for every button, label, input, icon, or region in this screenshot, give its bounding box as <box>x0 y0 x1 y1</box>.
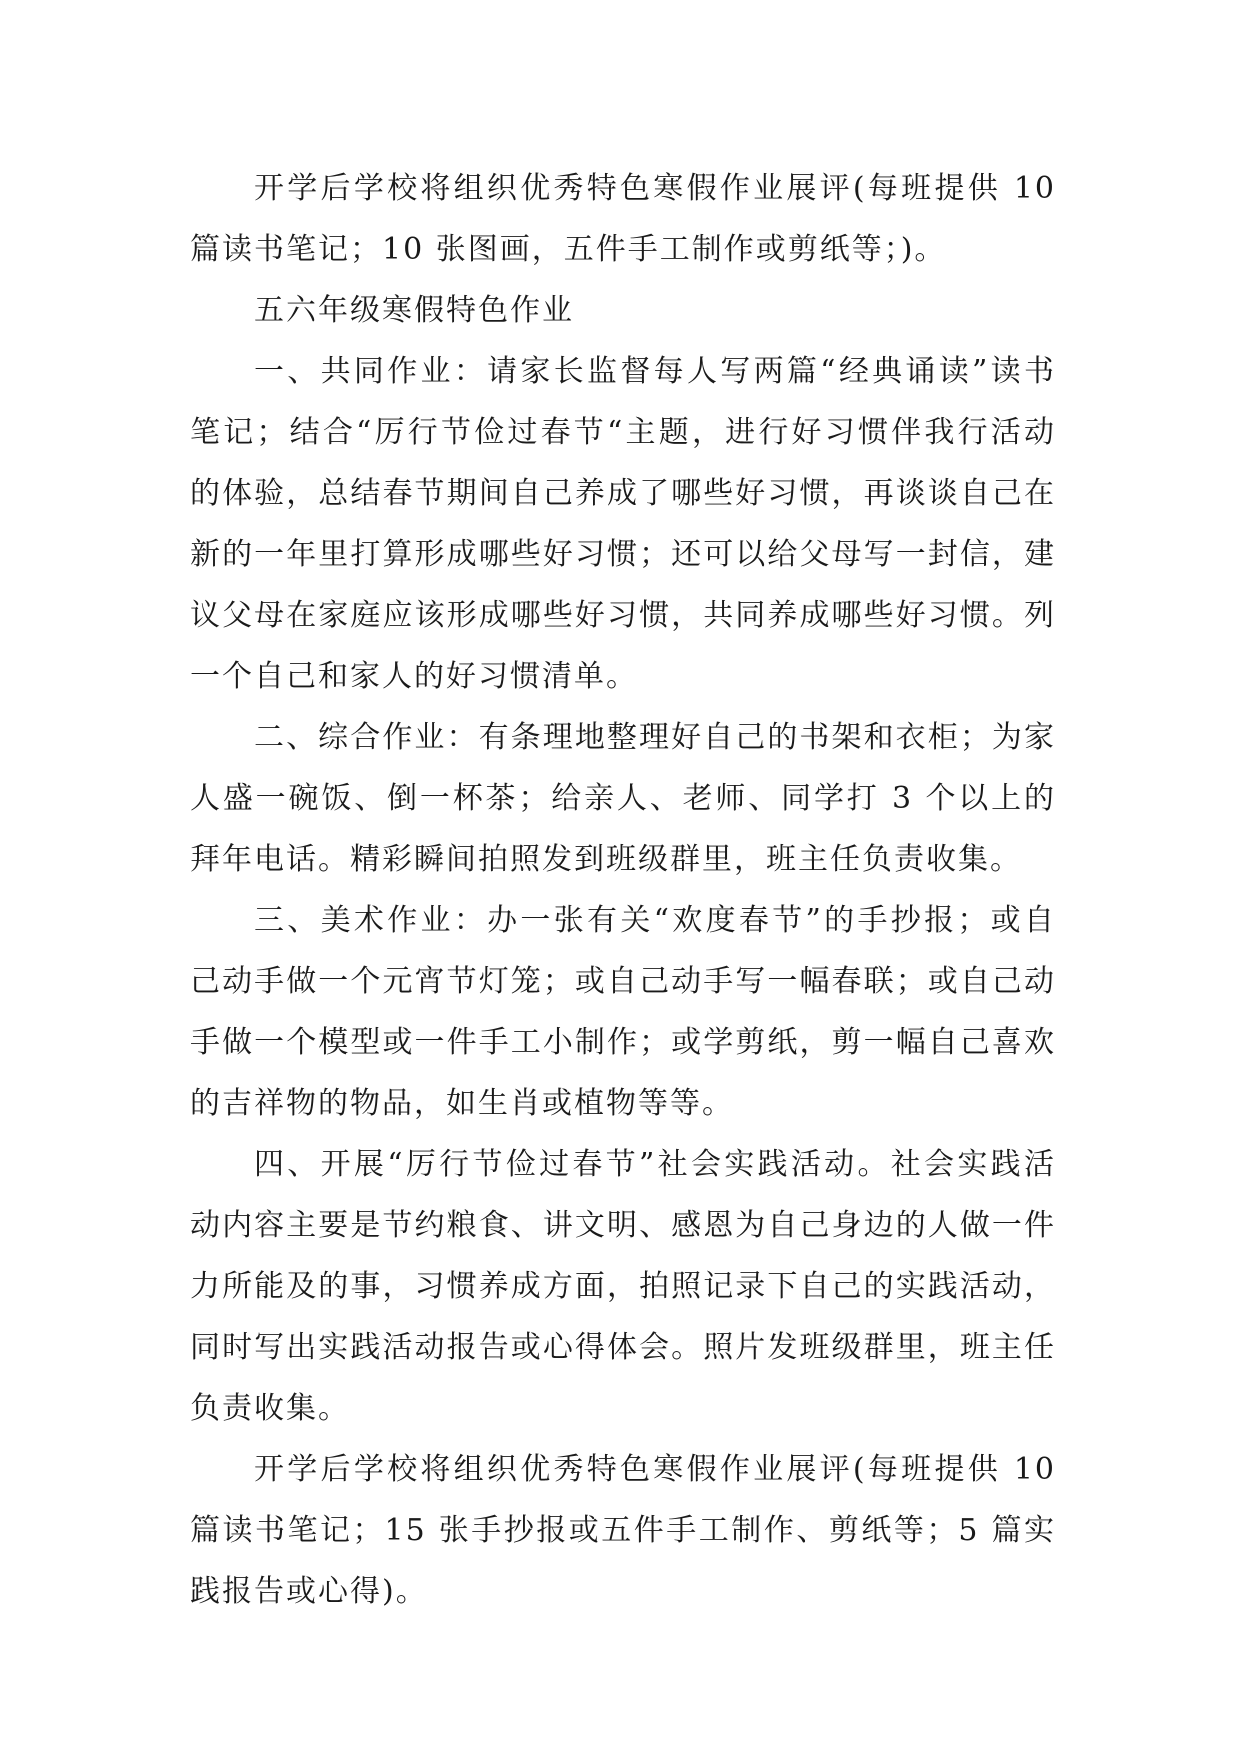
paragraph-exhibition-notice-2: 开学后学校将组织优秀特色寒假作业展评(每班提供 10 篇读书笔记；15 张手抄报或五件手工制作、剪纸等；5 篇实践报告或心得)。 <box>190 1452 1056 1609</box>
document-body <box>190 158 1056 1622</box>
paragraph-exhibition-notice-1: 开学后学校将组织优秀特色寒假作业展评(每班提供 10 篇读书笔记；10 张图画，五件手工制作或剪纸等；)。 <box>190 171 1056 267</box>
paragraph-comprehensive-homework: 二、综合作业：有条理地整理好自己的书架和衣柜；为家人盛一碗饭、倒一杯茶；给亲人、老师、同学打 3 个以上的拜年电话。精彩瞬间拍照发到班级群里，班主任负责收集。 <box>190 720 1056 877</box>
paragraph-art-homework: 三、美术作业：办一张有关“欢度春节”的手抄报；或自己动手做一个元宵节灯笼；或自己动手写一幅春联；或自己动手做一个模型或一件手工小制作；或学剪纸，剪一幅自己喜欢的吉祥物的物品，如生肖或植物等等。 <box>190 903 1056 1121</box>
paragraph-social-practice: 四、开展“厉行节俭过春节”社会实践活动。社会实践活动内容主要是节约粮食、讲文明、感恩为自己身边的人做一件力所能及的事，习惯养成方面，拍照记录下自己的实践活动，同时写出实践活动报告或心得体会。照片发班级群里，班主任负责收集。 <box>190 1147 1056 1426</box>
paragraph-common-homework: 一、共同作业：请家长监督每人写两篇“经典诵读”读书笔记；结合“厉行节俭过春节“主题，进行好习惯伴我行活动的体验，总结春节期间自己养成了哪些好习惯，再谈谈自己在新的一年里打算形成哪些好习惯；还可以给父母写一封信，建议父母在家庭应该形成哪些好习惯，共同养成哪些好习惯。列一个自己和家人的好习惯清单。 <box>190 354 1056 694</box>
section-heading-grade-5-6: 五六年级寒假特色作业 <box>254 293 574 328</box>
